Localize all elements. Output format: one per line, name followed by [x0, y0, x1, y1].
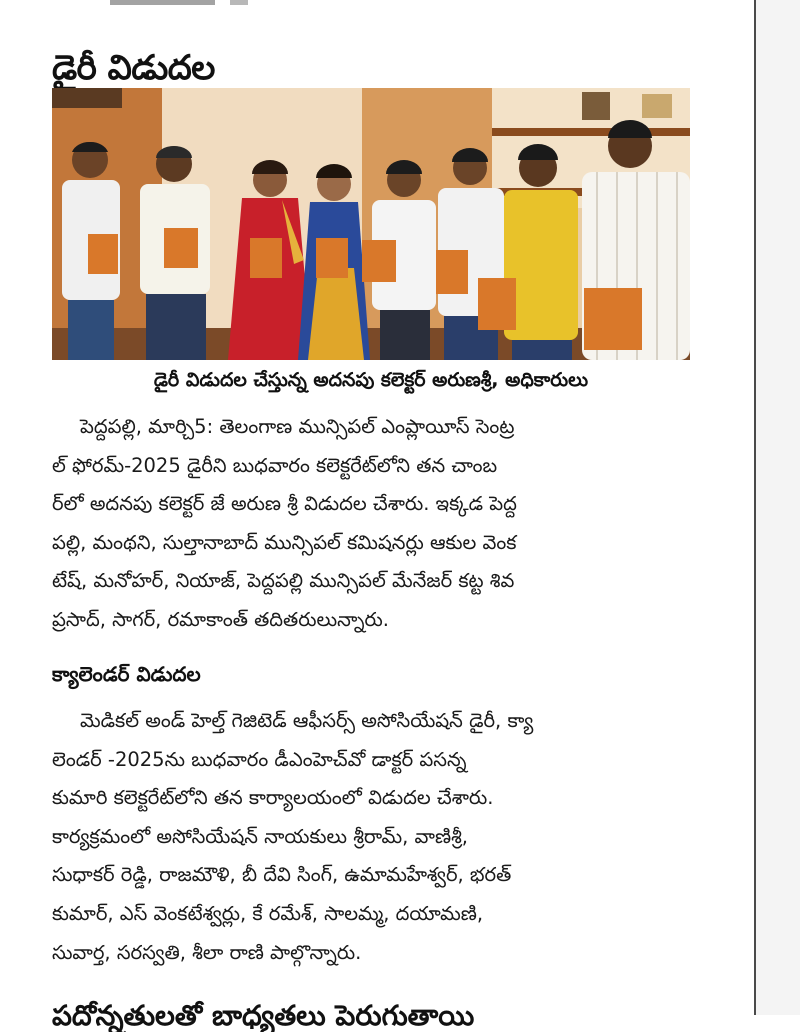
paragraph-line: టేష్, మనోహర్, నియాజ్, పెద్దపల్లి మున్సిపల్ మేనేజర్ కట్ట శివ	[52, 569, 515, 593]
adjacent-column-margin	[756, 0, 800, 1015]
photo-caption: డైరీ విడుదల చేస్తున్న అదనపు కలెక్టర్ అరుణశ్రీ, అధికారులు	[153, 369, 589, 391]
column-divider	[754, 0, 756, 1015]
article-headline: డైరీ విడుదల	[52, 47, 215, 88]
group-photo-image	[52, 88, 690, 360]
paragraph-line: సుధాకర్ రెడ్డి, రాజమౌళి, బీ దేవి సింగ్, ఉమామహేశ్వర్, భరత్	[52, 863, 512, 887]
paragraph-line: లెండర్ -2025ను బుధవారం డీఎంహెచ్‌వో డాక్టర్ పసన్న	[52, 747, 467, 771]
next-headline-text: పదోన్నతులతో బాధ్యతలు పెరుగుతాయి	[52, 999, 475, 1032]
paragraph-line: మెడికల్ అండ్ హెల్త్ గెజిటెడ్ ఆఫీసర్స్ అసోసియేషన్ డైరీ, క్యా	[80, 709, 534, 732]
paragraph-line: కార్యక్రమంలో అసోసియేషన్ నాయకులు శ్రీరామ్, వాణిశ్రీ,	[52, 824, 468, 848]
next-article-headline-cut	[52, 999, 672, 1032]
paragraph-line: ల్ ఫోరమ్-2025 డైరీని బుధవారం కలెక్టరేట్‌లోని తన చాంబ	[52, 453, 498, 477]
article-paragraph-2	[52, 702, 692, 972]
paragraph-line: ర్‌లో అదనపు కలెక్టర్ జే అరుణ శ్రీ విడుదల చేశారు. ఇక్కడ పెద్ద	[52, 492, 517, 516]
subheading: క్యాలెండర్ విడుదల	[52, 662, 201, 686]
previous-article-cut	[110, 0, 410, 5]
article-paragraph-1	[52, 408, 692, 640]
paragraph-line: సువార్త, సరస్వతి, శీలా రాణి పాల్గొన్నారు.	[52, 940, 362, 964]
paragraph-line: కుమార్, ఎస్ వెంకటేశ్వర్లు, కే రమేశ్, సాలమ్మ, దయామణి,	[52, 901, 484, 925]
paragraph-line: పెద్దపల్లి, మార్చి5: తెలంగాణ మున్సిపల్ ఎంప్లాయీస్ సెంట్ర	[80, 415, 515, 438]
paragraph-line: పల్లి, మంథని, సుల్తానాబాద్ మున్సిపల్ కమిషనర్లు ఆకుల వెంక	[52, 530, 517, 554]
paragraph-line: కుమారి కలెక్టరేట్‌లోని తన కార్యాలయంలో విడుదల చేశారు.	[52, 786, 494, 810]
paragraph-line: ప్రసాద్, సాగర్, రమాకాంత్ తదితరులున్నారు.	[52, 607, 390, 631]
article-photo	[52, 88, 690, 360]
